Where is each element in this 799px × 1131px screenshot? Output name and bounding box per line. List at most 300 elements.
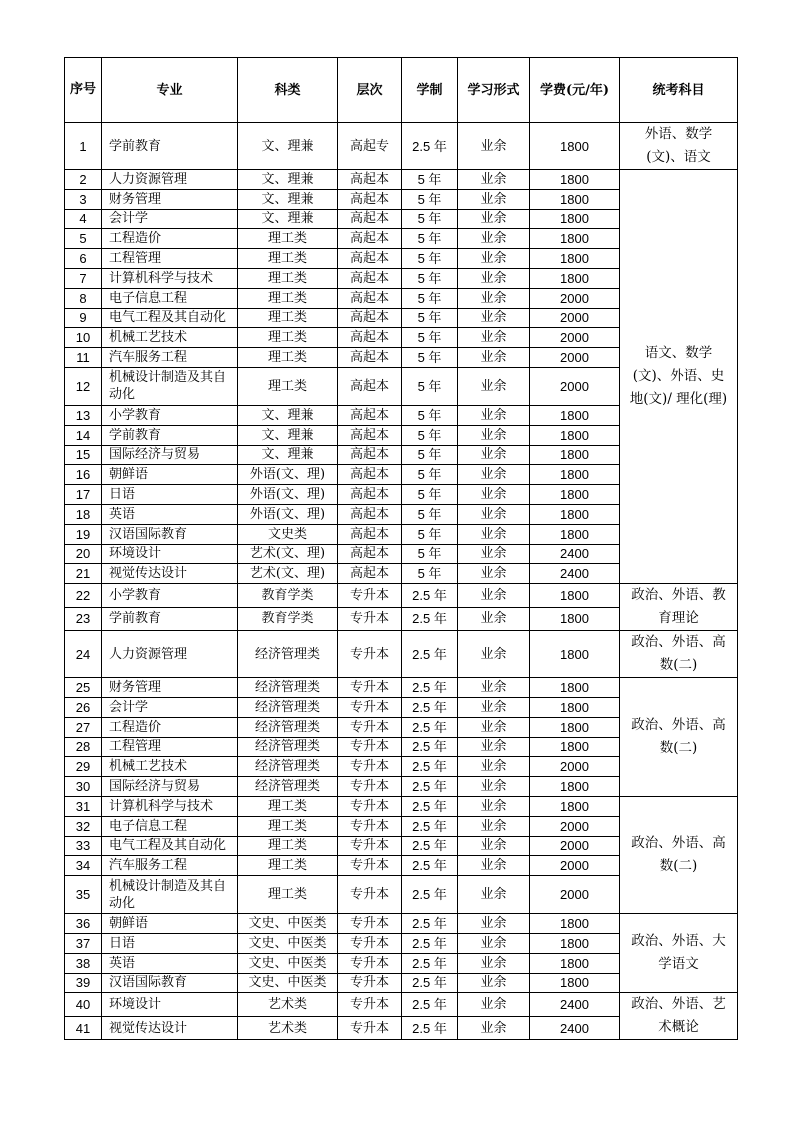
row-number: 2	[65, 170, 102, 190]
exam-subjects: 政治、外语、高数(二)	[620, 796, 738, 913]
category: 理工类	[238, 268, 338, 288]
table-row	[65, 123, 738, 170]
level: 高起本	[338, 170, 402, 190]
row-number: 38	[65, 953, 102, 973]
category: 艺术类	[238, 1016, 338, 1040]
level: 专升本	[338, 607, 402, 631]
duration: 2.5 年	[402, 973, 458, 993]
level: 专升本	[338, 678, 402, 698]
level: 专升本	[338, 697, 402, 717]
category: 理工类	[238, 856, 338, 876]
level: 高起本	[338, 564, 402, 584]
study-form: 业余	[458, 914, 530, 934]
category: 经济管理类	[238, 757, 338, 777]
level: 高起本	[338, 405, 402, 425]
study-form: 业余	[458, 796, 530, 816]
duration: 2.5 年	[402, 737, 458, 757]
header-duration: 学制	[402, 58, 458, 123]
duration: 5 年	[402, 405, 458, 425]
level: 高起本	[338, 249, 402, 269]
duration: 2.5 年	[402, 584, 458, 608]
category: 文、理兼	[238, 170, 338, 190]
study-form: 业余	[458, 953, 530, 973]
row-number: 33	[65, 836, 102, 856]
duration: 2.5 年	[402, 914, 458, 934]
major-name: 计算机科学与技术	[102, 796, 238, 816]
major-name: 朝鲜语	[102, 465, 238, 485]
header-exam-subjects: 统考科目	[620, 58, 738, 123]
tuition-fee: 1800	[530, 229, 620, 249]
exam-subjects: 语文、数学(文)、外语、史地(文)/ 理化(理)	[620, 170, 738, 584]
major-name: 会计学	[102, 697, 238, 717]
study-form: 业余	[458, 816, 530, 836]
major-name: 财务管理	[102, 678, 238, 698]
tuition-fee: 2000	[530, 876, 620, 914]
level: 专升本	[338, 757, 402, 777]
row-number: 28	[65, 737, 102, 757]
tuition-fee: 1800	[530, 933, 620, 953]
duration: 2.5 年	[402, 856, 458, 876]
major-name: 工程造价	[102, 229, 238, 249]
row-number: 36	[65, 914, 102, 934]
category: 艺术(文、理)	[238, 544, 338, 564]
level: 专升本	[338, 631, 402, 678]
study-form: 业余	[458, 678, 530, 698]
study-form: 业余	[458, 933, 530, 953]
level: 高起本	[338, 524, 402, 544]
level: 高起本	[338, 268, 402, 288]
study-form: 业余	[458, 876, 530, 914]
level: 高起本	[338, 229, 402, 249]
major-name: 人力资源管理	[102, 170, 238, 190]
duration: 5 年	[402, 229, 458, 249]
duration: 2.5 年	[402, 993, 458, 1017]
major-name: 汽车服务工程	[102, 856, 238, 876]
table-row	[65, 170, 738, 190]
duration: 5 年	[402, 504, 458, 524]
study-form: 业余	[458, 504, 530, 524]
level: 高起本	[338, 189, 402, 209]
tuition-fee: 1800	[530, 209, 620, 229]
level: 专升本	[338, 876, 402, 914]
category: 理工类	[238, 836, 338, 856]
category: 文、理兼	[238, 123, 338, 170]
row-number: 40	[65, 993, 102, 1017]
category: 文史、中医类	[238, 933, 338, 953]
row-number: 20	[65, 544, 102, 564]
category: 理工类	[238, 229, 338, 249]
tuition-fee: 2000	[530, 836, 620, 856]
major-name: 汉语国际教育	[102, 524, 238, 544]
tuition-fee: 2000	[530, 348, 620, 368]
study-form: 业余	[458, 973, 530, 993]
row-number: 15	[65, 445, 102, 465]
duration: 2.5 年	[402, 836, 458, 856]
table-row	[65, 584, 738, 608]
category: 教育学类	[238, 584, 338, 608]
tuition-fee: 2000	[530, 308, 620, 328]
level: 高起本	[338, 425, 402, 445]
study-form: 业余	[458, 717, 530, 737]
exam-subjects: 政治、外语、大学语文	[620, 914, 738, 993]
category: 艺术类	[238, 993, 338, 1017]
table-row	[65, 796, 738, 816]
table-row	[65, 631, 738, 678]
level: 高起本	[338, 209, 402, 229]
majors-table	[64, 57, 738, 1040]
tuition-fee: 1800	[530, 170, 620, 190]
study-form: 业余	[458, 607, 530, 631]
category: 文、理兼	[238, 425, 338, 445]
row-number: 13	[65, 405, 102, 425]
row-number: 9	[65, 308, 102, 328]
major-name: 朝鲜语	[102, 914, 238, 934]
level: 专升本	[338, 777, 402, 797]
level: 专升本	[338, 584, 402, 608]
row-number: 21	[65, 564, 102, 584]
duration: 2.5 年	[402, 757, 458, 777]
tuition-fee: 2000	[530, 816, 620, 836]
tuition-fee: 1800	[530, 268, 620, 288]
tuition-fee: 1800	[530, 607, 620, 631]
level: 高起专	[338, 123, 402, 170]
row-number: 5	[65, 229, 102, 249]
major-name: 电气工程及其自动化	[102, 836, 238, 856]
study-form: 业余	[458, 308, 530, 328]
category: 文、理兼	[238, 405, 338, 425]
duration: 5 年	[402, 209, 458, 229]
category: 外语(文、理)	[238, 485, 338, 505]
category: 理工类	[238, 348, 338, 368]
table-row	[65, 993, 738, 1017]
major-name: 环境设计	[102, 544, 238, 564]
table-row	[65, 678, 738, 698]
duration: 5 年	[402, 249, 458, 269]
level: 专升本	[338, 973, 402, 993]
study-form: 业余	[458, 564, 530, 584]
row-number: 35	[65, 876, 102, 914]
tuition-fee: 1800	[530, 973, 620, 993]
major-name: 财务管理	[102, 189, 238, 209]
level: 专升本	[338, 933, 402, 953]
level: 专升本	[338, 816, 402, 836]
row-number: 37	[65, 933, 102, 953]
duration: 5 年	[402, 445, 458, 465]
row-number: 41	[65, 1016, 102, 1040]
duration: 2.5 年	[402, 607, 458, 631]
study-form: 业余	[458, 170, 530, 190]
duration: 2.5 年	[402, 796, 458, 816]
major-name: 小学教育	[102, 405, 238, 425]
level: 专升本	[338, 737, 402, 757]
category: 经济管理类	[238, 777, 338, 797]
major-name: 视觉传达设计	[102, 564, 238, 584]
tuition-fee: 2000	[530, 288, 620, 308]
table-body	[65, 123, 738, 1040]
duration: 5 年	[402, 288, 458, 308]
level: 专升本	[338, 914, 402, 934]
major-name: 学前教育	[102, 607, 238, 631]
row-number: 1	[65, 123, 102, 170]
level: 专升本	[338, 717, 402, 737]
exam-subjects: 外语、数学(文)、语文	[620, 123, 738, 170]
major-name: 环境设计	[102, 993, 238, 1017]
study-form: 业余	[458, 697, 530, 717]
duration: 2.5 年	[402, 697, 458, 717]
duration: 5 年	[402, 308, 458, 328]
tuition-fee: 2400	[530, 1016, 620, 1040]
major-name: 国际经济与贸易	[102, 445, 238, 465]
category: 外语(文、理)	[238, 465, 338, 485]
category: 文史、中医类	[238, 914, 338, 934]
category: 经济管理类	[238, 737, 338, 757]
study-form: 业余	[458, 425, 530, 445]
duration: 5 年	[402, 367, 458, 405]
category: 文、理兼	[238, 445, 338, 465]
category: 文、理兼	[238, 209, 338, 229]
tuition-fee: 1800	[530, 249, 620, 269]
study-form: 业余	[458, 524, 530, 544]
table-row	[65, 914, 738, 934]
level: 高起本	[338, 445, 402, 465]
header-category: 科类	[238, 58, 338, 123]
duration: 2.5 年	[402, 876, 458, 914]
level: 专升本	[338, 953, 402, 973]
category: 理工类	[238, 308, 338, 328]
exam-subjects: 政治、外语、高数(二)	[620, 631, 738, 678]
level: 专升本	[338, 856, 402, 876]
category: 文、理兼	[238, 189, 338, 209]
category: 理工类	[238, 367, 338, 405]
row-number: 16	[65, 465, 102, 485]
row-number: 4	[65, 209, 102, 229]
tuition-fee: 1800	[530, 697, 620, 717]
major-name: 日语	[102, 485, 238, 505]
row-number: 8	[65, 288, 102, 308]
duration: 5 年	[402, 465, 458, 485]
duration: 5 年	[402, 544, 458, 564]
category: 经济管理类	[238, 697, 338, 717]
major-name: 汽车服务工程	[102, 348, 238, 368]
study-form: 业余	[458, 584, 530, 608]
duration: 2.5 年	[402, 816, 458, 836]
study-form: 业余	[458, 123, 530, 170]
category: 教育学类	[238, 607, 338, 631]
study-form: 业余	[458, 757, 530, 777]
study-form: 业余	[458, 367, 530, 405]
row-number: 6	[65, 249, 102, 269]
major-name: 视觉传达设计	[102, 1016, 238, 1040]
header-tuition: 学费(元/年)	[530, 58, 620, 123]
duration: 2.5 年	[402, 777, 458, 797]
tuition-fee: 1800	[530, 465, 620, 485]
tuition-fee: 2000	[530, 367, 620, 405]
major-name: 国际经济与贸易	[102, 777, 238, 797]
level: 专升本	[338, 993, 402, 1017]
category: 文史、中医类	[238, 953, 338, 973]
header-row	[65, 58, 738, 123]
study-form: 业余	[458, 405, 530, 425]
tuition-fee: 1800	[530, 485, 620, 505]
study-form: 业余	[458, 189, 530, 209]
major-name: 学前教育	[102, 425, 238, 445]
row-number: 11	[65, 348, 102, 368]
study-form: 业余	[458, 631, 530, 678]
header-major: 专业	[102, 58, 238, 123]
duration: 2.5 年	[402, 631, 458, 678]
row-number: 12	[65, 367, 102, 405]
category: 经济管理类	[238, 678, 338, 698]
duration: 2.5 年	[402, 933, 458, 953]
tuition-fee: 1800	[530, 189, 620, 209]
study-form: 业余	[458, 777, 530, 797]
major-name: 小学教育	[102, 584, 238, 608]
row-number: 27	[65, 717, 102, 737]
duration: 5 年	[402, 348, 458, 368]
major-name: 机械工艺技术	[102, 757, 238, 777]
major-name: 机械工艺技术	[102, 328, 238, 348]
duration: 5 年	[402, 485, 458, 505]
study-form: 业余	[458, 993, 530, 1017]
row-number: 14	[65, 425, 102, 445]
major-name: 电气工程及其自动化	[102, 308, 238, 328]
duration: 2.5 年	[402, 1016, 458, 1040]
category: 理工类	[238, 816, 338, 836]
tuition-fee: 1800	[530, 953, 620, 973]
level: 高起本	[338, 288, 402, 308]
level: 高起本	[338, 328, 402, 348]
row-number: 39	[65, 973, 102, 993]
duration: 5 年	[402, 328, 458, 348]
row-number: 24	[65, 631, 102, 678]
category: 理工类	[238, 288, 338, 308]
tuition-fee: 1800	[530, 584, 620, 608]
duration: 2.5 年	[402, 678, 458, 698]
row-number: 19	[65, 524, 102, 544]
duration: 2.5 年	[402, 123, 458, 170]
tuition-fee: 1800	[530, 425, 620, 445]
category: 经济管理类	[238, 717, 338, 737]
level: 高起本	[338, 504, 402, 524]
major-name: 电子信息工程	[102, 816, 238, 836]
study-form: 业余	[458, 836, 530, 856]
duration: 5 年	[402, 425, 458, 445]
major-name: 机械设计制造及其自动化	[102, 876, 238, 914]
major-name: 英语	[102, 504, 238, 524]
tuition-fee: 1800	[530, 405, 620, 425]
row-number: 18	[65, 504, 102, 524]
exam-subjects: 政治、外语、高数(二)	[620, 678, 738, 797]
category: 艺术(文、理)	[238, 564, 338, 584]
duration: 5 年	[402, 268, 458, 288]
tuition-fee: 2400	[530, 544, 620, 564]
duration: 2.5 年	[402, 717, 458, 737]
header-seq: 序号	[65, 58, 102, 123]
category: 经济管理类	[238, 631, 338, 678]
row-number: 30	[65, 777, 102, 797]
major-name: 人力资源管理	[102, 631, 238, 678]
category: 文史类	[238, 524, 338, 544]
tuition-fee: 1800	[530, 524, 620, 544]
row-number: 3	[65, 189, 102, 209]
tuition-fee: 1800	[530, 914, 620, 934]
tuition-fee: 1800	[530, 796, 620, 816]
row-number: 31	[65, 796, 102, 816]
row-number: 22	[65, 584, 102, 608]
duration: 5 年	[402, 564, 458, 584]
row-number: 7	[65, 268, 102, 288]
study-form: 业余	[458, 856, 530, 876]
row-number: 23	[65, 607, 102, 631]
duration: 5 年	[402, 524, 458, 544]
row-number: 32	[65, 816, 102, 836]
study-form: 业余	[458, 1016, 530, 1040]
category: 理工类	[238, 796, 338, 816]
category: 理工类	[238, 328, 338, 348]
major-name: 计算机科学与技术	[102, 268, 238, 288]
major-name: 学前教育	[102, 123, 238, 170]
major-name: 工程管理	[102, 737, 238, 757]
row-number: 25	[65, 678, 102, 698]
tuition-fee: 1800	[530, 445, 620, 465]
category: 理工类	[238, 249, 338, 269]
level: 专升本	[338, 1016, 402, 1040]
major-name: 会计学	[102, 209, 238, 229]
major-name: 机械设计制造及其自动化	[102, 367, 238, 405]
level: 专升本	[338, 796, 402, 816]
major-name: 日语	[102, 933, 238, 953]
tuition-fee: 2400	[530, 993, 620, 1017]
header-level: 层次	[338, 58, 402, 123]
tuition-fee: 2000	[530, 328, 620, 348]
study-form: 业余	[458, 544, 530, 564]
exam-subjects: 政治、外语、教育理论	[620, 584, 738, 631]
tuition-fee: 1800	[530, 678, 620, 698]
study-form: 业余	[458, 249, 530, 269]
duration: 5 年	[402, 189, 458, 209]
exam-subjects: 政治、外语、艺术概论	[620, 993, 738, 1040]
category: 外语(文、理)	[238, 504, 338, 524]
header-study-form: 学习形式	[458, 58, 530, 123]
level: 高起本	[338, 308, 402, 328]
study-form: 业余	[458, 268, 530, 288]
level: 高起本	[338, 367, 402, 405]
row-number: 34	[65, 856, 102, 876]
major-name: 工程造价	[102, 717, 238, 737]
duration: 5 年	[402, 170, 458, 190]
duration: 2.5 年	[402, 953, 458, 973]
major-name: 英语	[102, 953, 238, 973]
tuition-fee: 1800	[530, 123, 620, 170]
row-number: 17	[65, 485, 102, 505]
study-form: 业余	[458, 328, 530, 348]
study-form: 业余	[458, 485, 530, 505]
tuition-fee: 2000	[530, 757, 620, 777]
study-form: 业余	[458, 288, 530, 308]
study-form: 业余	[458, 737, 530, 757]
level: 高起本	[338, 465, 402, 485]
row-number: 29	[65, 757, 102, 777]
tuition-fee: 1800	[530, 631, 620, 678]
level: 专升本	[338, 836, 402, 856]
tuition-fee: 1800	[530, 777, 620, 797]
level: 高起本	[338, 485, 402, 505]
level: 高起本	[338, 544, 402, 564]
study-form: 业余	[458, 465, 530, 485]
tuition-fee: 1800	[530, 737, 620, 757]
row-number: 10	[65, 328, 102, 348]
major-name: 电子信息工程	[102, 288, 238, 308]
